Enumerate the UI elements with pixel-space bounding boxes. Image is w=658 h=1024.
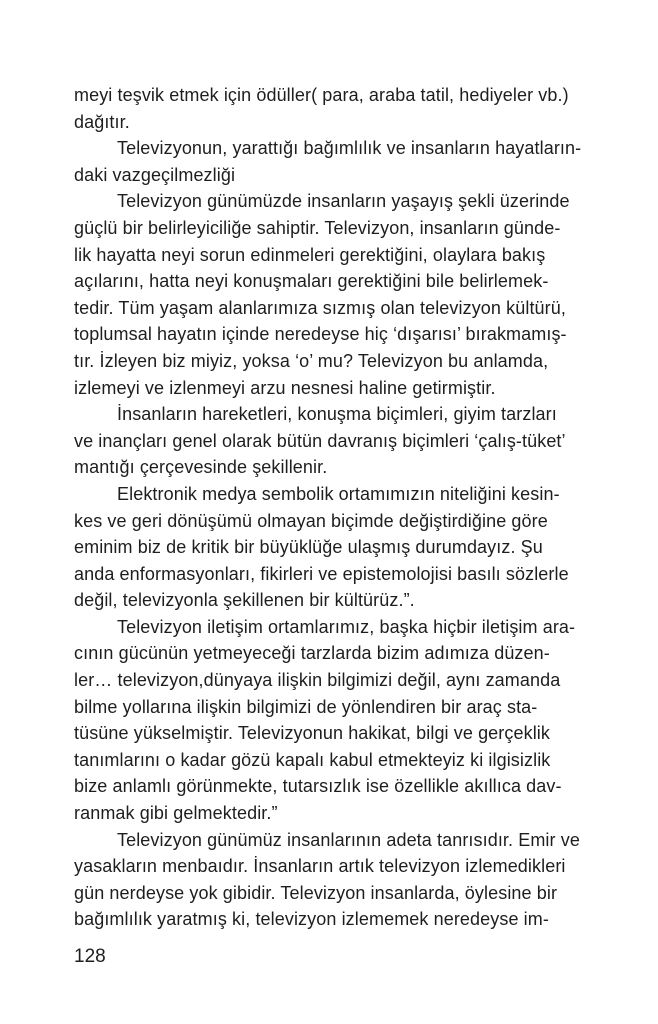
text-line: lik hayatta neyi sorun edinmeleri gerektiğini, olaylara bakış — [74, 244, 546, 265]
text-line: Televizyon günümüz insanlarının adeta tanrısıdır. Emir ve — [117, 829, 580, 850]
text-line: bilme yollarına ilişkin bilgimizi de yönlendiren bir araç sta- — [74, 696, 538, 717]
text-line: tedir. Tüm yaşam alanlarımıza sızmış olan televizyon kültürü, — [74, 297, 566, 318]
body-text — [74, 82, 586, 933]
text-line: Televizyon iletişim ortamlarımız, başka hiçbir iletişim ara- — [117, 616, 576, 637]
text-line: ranmak gibi gelmektedir.” — [74, 803, 278, 824]
text-line: açılarını, hatta neyi konuşmaları gerektiğini bile belirlemek- — [74, 271, 549, 292]
text-line: cının gücünün yetmeyeceği tarzlarda bizim adımıza düzen- — [74, 643, 550, 664]
text-line: meyi teşvik etmek için ödüller( para, araba tatil, hediyeler vb.) — [74, 85, 569, 105]
text-line: bize anlamlı görünmekte, tutarsızlık ise özellikle akıllıca dav- — [74, 776, 562, 797]
text-line: Televizyonun, yarattığı bağımlılık ve insanların hayatların- — [117, 138, 582, 159]
text-line: tüsüne yükselmiştir. Televizyonun hakikat, bilgi ve gerçeklik — [74, 723, 550, 744]
text-line: Elektronik medya sembolik ortamımızın niteliğini kesin- — [117, 483, 560, 504]
text-line: ler… televizyon,dünyaya ilişkin bilgimizi değil, aynı zamanda — [74, 670, 561, 691]
text-line: güçlü bir belirleyiciliğe sahiptir. Televizyon, insanların günde- — [74, 217, 561, 238]
text-line: Televizyon günümüzde insanların yaşayış şekli üzerinde — [117, 191, 570, 212]
text-line: daki vazgeçilmezliği — [74, 164, 236, 185]
text-line: değil, televizyonla şekillenen bir kültürüz.”. — [74, 590, 415, 611]
text-line: İnsanların hareketleri, konuşma biçimleri, giyim tarzları — [117, 404, 557, 425]
page-number: 128 — [74, 946, 106, 967]
text-line: gün nerdeyse yok gibidir. Televizyon insanlarda, öylesine bir — [74, 882, 558, 903]
text-line: bağımlılık yaratmış ki, televizyon izlememek neredeyse im- — [74, 909, 549, 930]
text-line: toplumsal hayatın içinde neredeyse hiç ‘dışarısı’ bırakmamış- — [74, 324, 567, 345]
text-line: tır. İzleyen biz miyiz, yoksa ‘o’ mu? Televizyon bu anlamda, — [74, 350, 549, 371]
text-line: tanımlarını o kadar gözü kapalı kabul etmekteyiz ki ilgisizlik — [74, 749, 551, 770]
text-line: mantığı çerçevesinde şekillenir. — [74, 457, 328, 478]
text-line: kes ve geri dönüşümü olmayan biçimde değiştirdiğine göre — [74, 510, 548, 531]
text-line: yasakların menbaıdır. İnsanların artık televizyon izlemedikleri — [74, 856, 566, 877]
text-line: eminim biz de kritik bir büyüklüğe ulaşmış durumdayız. Şu — [74, 537, 543, 558]
text-line: ve inançları genel olarak bütün davranış biçimleri ‘çalış-tüket’ — [74, 430, 566, 451]
text-line: anda enformasyonları, fikirleri ve epistemolojisi basılı sözlerle — [74, 563, 569, 584]
text-line: izlemeyi ve izlenmeyi arzu nesnesi haline getirmiştir. — [74, 377, 496, 398]
text-line: dağıtır. — [74, 111, 130, 132]
